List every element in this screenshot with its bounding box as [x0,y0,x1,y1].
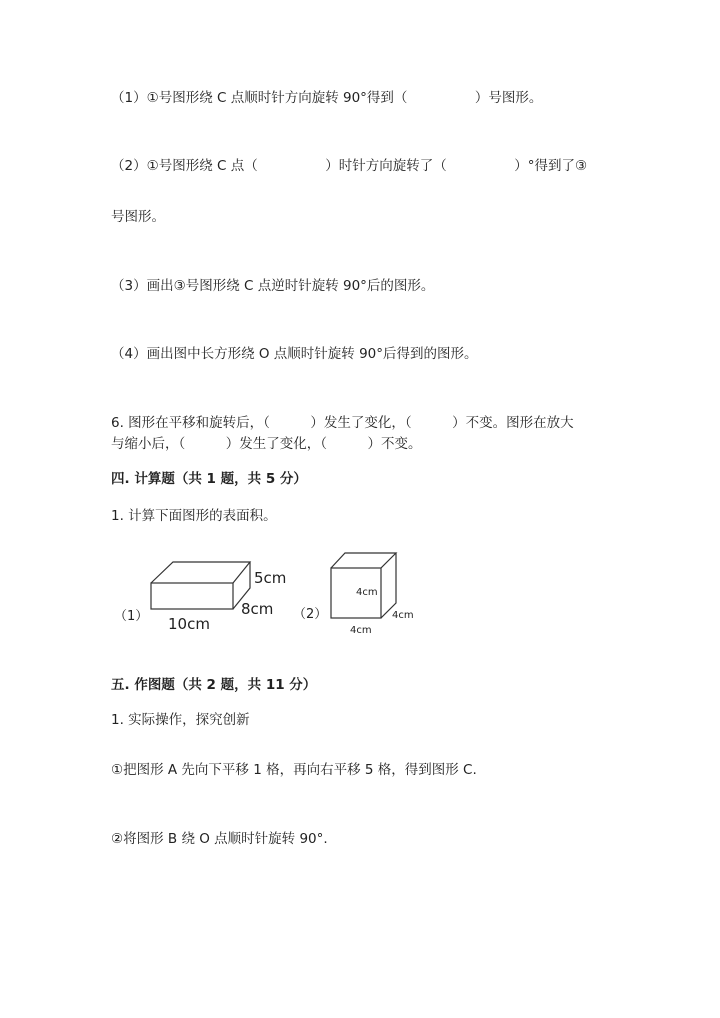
section4-question-1: 1. 计算下面图形的表面积。 [111,508,277,524]
cube-top-face [331,553,396,568]
cuboid-front-face [151,583,233,609]
q5-item-2-line2: 号图形。 [111,209,165,225]
cube-side-face [381,553,396,618]
q5-item-1: （1）①号图形绕 C 点顺时针方向旋转 90°得到（ ）号图形。 [111,90,543,106]
q6-line-1: 6. 图形在平移和旋转后，（ ）发生了变化，（ ）不变。图形在放大 [111,415,574,431]
section5-heading: 五. 作图题（共 2 题，共 11 分） [111,677,317,693]
q6-line-2: 与缩小后，（ ）发生了变化，（ ）不变。 [111,436,422,452]
cuboid-height-label: 5cm [254,569,287,587]
q5-item-2-line1: （2）①号图形绕 C 点（ ）时针方向旋转了（ ）°得到了③ [111,158,588,174]
section5-question-1: 1. 实际操作，探究创新 [111,712,250,728]
cuboid-width-label: 8cm [241,600,274,618]
section5-step-2: ②将图形 B 绕 O 点顺时针旋转 90°. [111,831,328,847]
q5-item-3: （3）画出③号图形绕 C 点逆时针旋转 90°后的图形。 [111,278,435,294]
figure-1-label: （1） [114,609,149,624]
cuboid-length-label: 10cm [168,615,210,633]
section5-step-1: ①把图形 A 先向下平移 1 格，再向右平移 5 格，得到图形 C. [111,762,477,778]
cube-side-label: 4cm [392,610,414,621]
section4-heading: 四. 计算题（共 1 题，共 5 分） [111,471,307,487]
cube-front-label: 4cm [356,587,378,598]
figure-2-label: （2） [293,607,328,622]
q5-item-4: （4）画出图中长方形绕 O 点顺时针旋转 90°后得到的图形。 [111,346,478,362]
cube-bottom-label: 4cm [350,625,372,636]
cuboid-top-face [151,562,250,583]
